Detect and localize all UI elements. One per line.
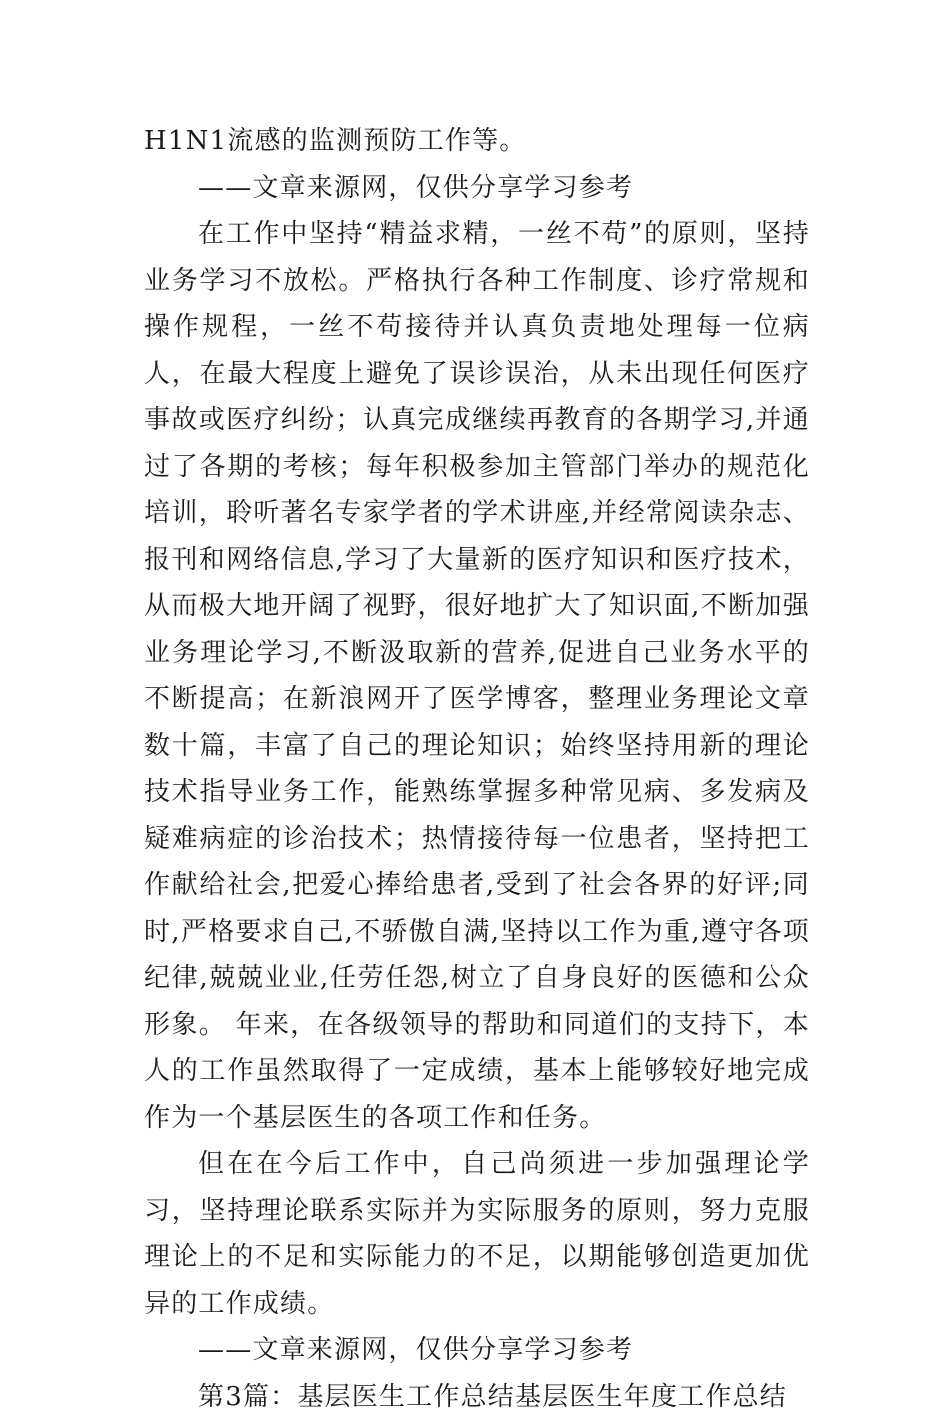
paragraph-work-summary: 在工作中坚持“精益求精，一丝不苟”的原则，坚持业务学习不放松。严格执行各种工作制度、诊疗常规和操作规程，一丝不苟接待并认真负责地处理每一位病人，在最大程度上避免了误诊误治，从未出现任何医疗事故或医疗纠纷；认真完成继续再教育的各期学习,并通过了各期的考核；每年积极参加主管部门举办的规范化培训，聆听著名专家学者的学术讲座,并经常阅读杂志、报刊和网络信息,学习了大量新的医疗知识和医疗技术，从而极大地开阔了视野，很好地扩大了知识面,不断加强业务理论学习,不断汲取新的营养,促进自己业务水平的不断提高；在新浪网开了医学博客，整理业务理论文章数十篇，丰富了自己的理论知识；始终坚持用新的理论技术指导业务工作，能熟练掌握多种常见病、多发病及疑难病症的诊治技术；热情接待每一位患者，坚持把工作献给社会,把爱心捧给患者,受到了社会各界的好评;同时,严格要求自己,不骄傲自满,坚持以工作为重,遵守各项纪律,兢兢业业,任劳任怨,树立了自身良好的医德和公众形象。 年来，在各级领导的帮助和同道们的支持下，本人的工作虽然取得了一定成绩，基本上能够较好地完成作为一个基层医生的各项工作和任务。 <box>144 211 810 1141</box>
paragraph-continuation: H1N1流感的监测预防工作等。 <box>144 118 810 165</box>
section-heading: 第3篇：基层医生工作总结基层医生年度工作总结 <box>144 1374 810 1420</box>
source-note: ——文章来源网，仅供分享学习参考 <box>144 165 810 212</box>
paragraph-future-plan: 但在在今后工作中，自己尚须进一步加强理论学习，坚持理论联系实际并为实际服务的原则，努力克服理论上的不足和实际能力的不足，以期能够创造更加优异的工作成绩。 <box>144 1141 810 1327</box>
source-note: ——文章来源网，仅供分享学习参考 <box>144 1327 810 1374</box>
document-body <box>144 118 810 1420</box>
